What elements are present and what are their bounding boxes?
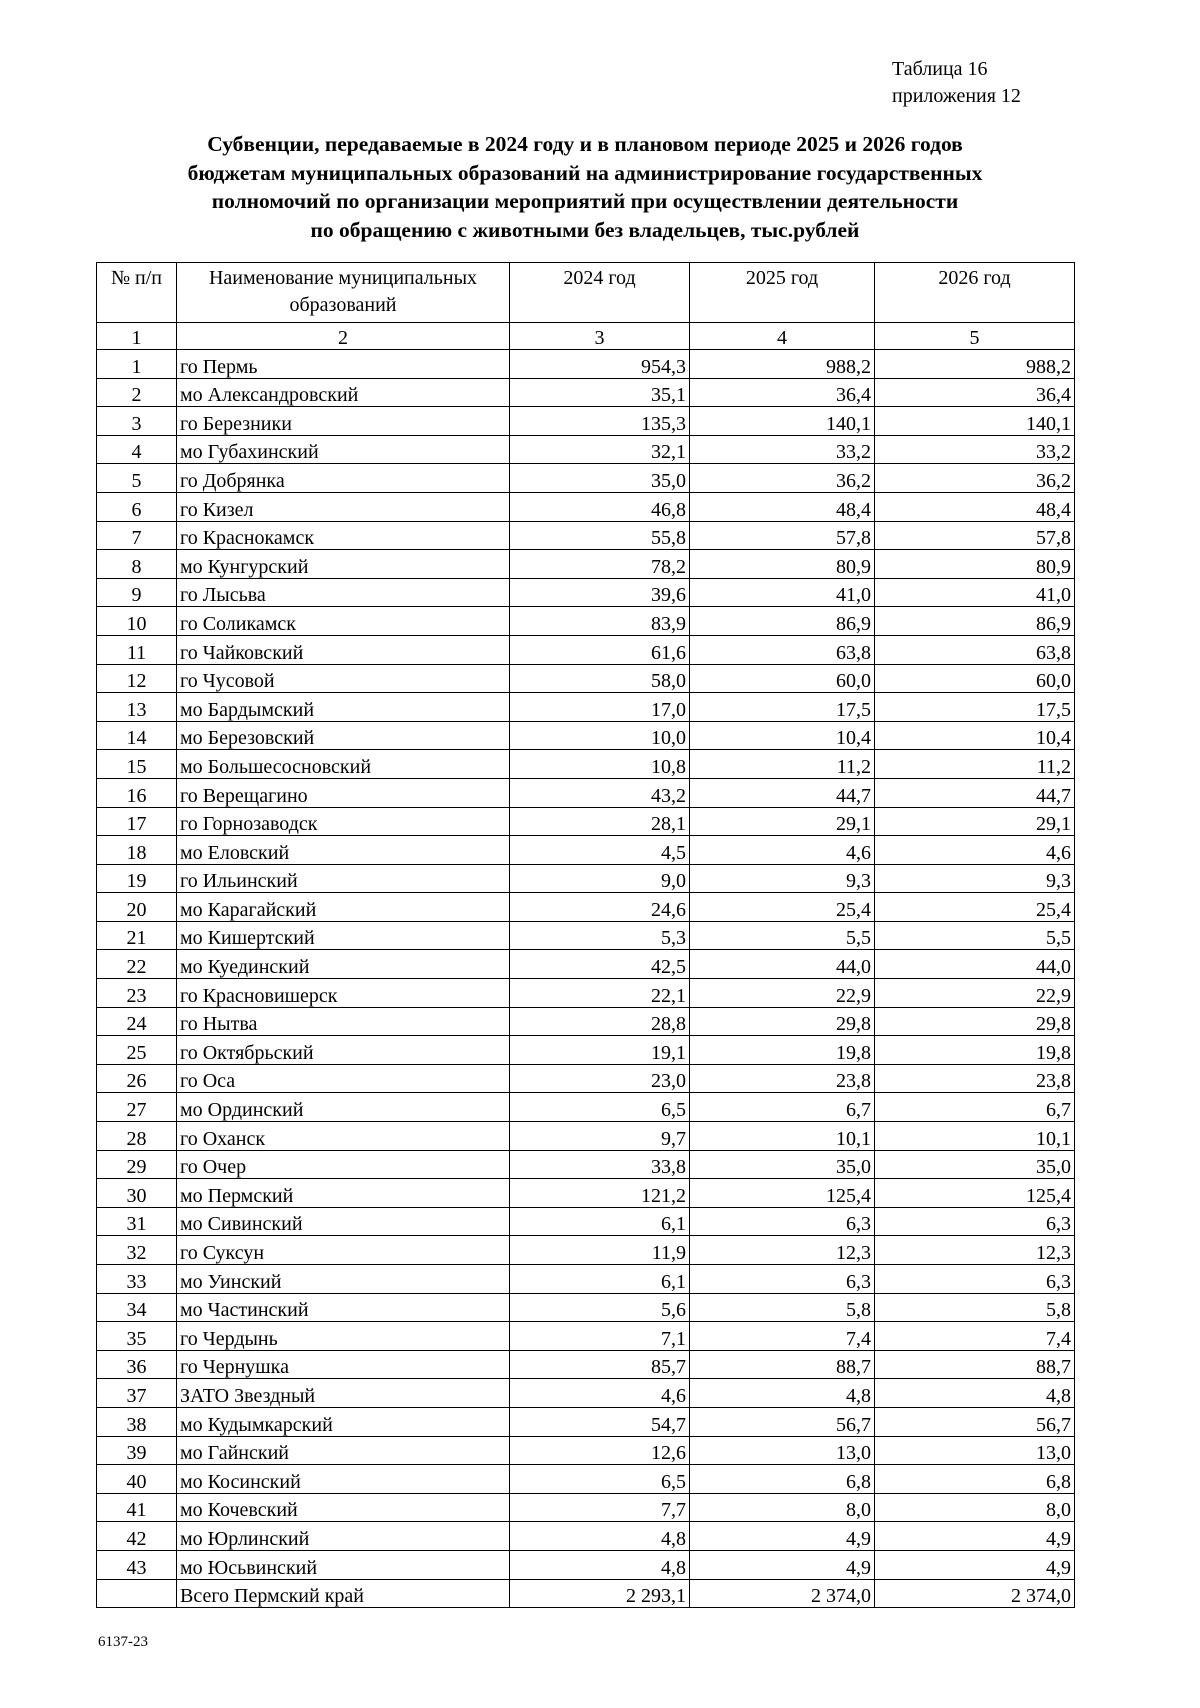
municipality-name: Всего Пермский край [177,1579,510,1608]
municipality-name: го Суксун [177,1236,510,1265]
municipality-name: мо Александровский [177,378,510,407]
municipality-name: мо Большесосновский [177,750,510,779]
value-2024: 4,5 [510,836,690,865]
table-row [97,1036,1075,1065]
table-row [97,635,1075,664]
municipality-name: го Березники [177,407,510,436]
value-2024: 954,3 [510,350,690,379]
value-2024: 33,8 [510,1150,690,1179]
table-row [97,1493,1075,1522]
value-2026: 25,4 [875,893,1075,922]
table-row [97,607,1075,636]
value-2024: 6,5 [510,1093,690,1122]
value-2024: 39,6 [510,578,690,607]
value-2024: 135,3 [510,407,690,436]
row-number: 14 [97,721,177,750]
value-2025: 23,8 [690,1064,875,1093]
value-2026: 86,9 [875,607,1075,636]
value-2025: 25,4 [690,893,875,922]
value-2024: 58,0 [510,664,690,693]
value-2025: 29,8 [690,1007,875,1036]
municipality-name: мо Губахинский [177,435,510,464]
value-2025: 4,6 [690,836,875,865]
value-2025: 988,2 [690,350,875,379]
value-2025: 5,5 [690,921,875,950]
row-number: 43 [97,1550,177,1579]
row-number: 17 [97,807,177,836]
municipality-name: го Соликамск [177,607,510,636]
municipality-name: мо Ординский [177,1093,510,1122]
value-2024: 61,6 [510,635,690,664]
column-numbers-row [97,323,1075,350]
value-2024: 10,8 [510,750,690,779]
table-row [97,693,1075,722]
table-row [97,979,1075,1008]
value-2024: 4,8 [510,1522,690,1551]
table-row [97,378,1075,407]
table-row [97,778,1075,807]
value-2026: 988,2 [875,350,1075,379]
table-row [97,1093,1075,1122]
value-2025: 60,0 [690,664,875,693]
row-number: 40 [97,1465,177,1494]
value-2026: 36,2 [875,464,1075,493]
value-2025: 22,9 [690,979,875,1008]
row-number: 18 [97,836,177,865]
table-row [97,750,1075,779]
value-2025: 5,8 [690,1293,875,1322]
value-2024: 46,8 [510,492,690,521]
value-2026: 19,8 [875,1036,1075,1065]
row-number: 10 [97,607,177,636]
value-2025: 125,4 [690,1179,875,1208]
row-number: 42 [97,1522,177,1551]
table-row [97,407,1075,436]
value-2024: 23,0 [510,1064,690,1093]
value-2025: 6,8 [690,1465,875,1494]
table-reference [892,56,1021,110]
value-2026: 8,0 [875,1493,1075,1522]
value-2025: 19,8 [690,1036,875,1065]
document-title [100,130,1070,244]
value-2026: 35,0 [875,1150,1075,1179]
value-2026: 6,7 [875,1093,1075,1122]
value-2024: 19,1 [510,1036,690,1065]
value-2025: 4,9 [690,1522,875,1551]
value-2024: 6,1 [510,1265,690,1294]
value-2025: 140,1 [690,407,875,436]
value-2026: 10,4 [875,721,1075,750]
value-2025: 86,9 [690,607,875,636]
value-2026: 44,7 [875,778,1075,807]
value-2025: 8,0 [690,1493,875,1522]
value-2025: 10,1 [690,1122,875,1151]
table-row [97,864,1075,893]
appendix-number: приложения 12 [892,85,1021,107]
value-2024: 55,8 [510,521,690,550]
municipality-name: мо Пермский [177,1179,510,1208]
municipality-name: го Верещагино [177,778,510,807]
value-2025: 2 374,0 [690,1579,875,1608]
document-code: 6137-23 [98,1634,148,1650]
value-2026: 5,8 [875,1293,1075,1322]
municipality-name: мо Кунгурский [177,550,510,579]
value-2026: 56,7 [875,1407,1075,1436]
column-header-2024: 2024 год [510,263,690,323]
table-row [97,1350,1075,1379]
row-number: 34 [97,1293,177,1322]
table-row [97,550,1075,579]
municipality-name: го Лысьва [177,578,510,607]
value-2024: 42,5 [510,950,690,979]
value-2025: 63,8 [690,635,875,664]
row-number: 27 [97,1093,177,1122]
table-row [97,836,1075,865]
municipality-name: мо Карагайский [177,893,510,922]
value-2026: 5,5 [875,921,1075,950]
table-row [97,1122,1075,1151]
table-row [97,1379,1075,1408]
municipality-name: го Чусовой [177,664,510,693]
value-2026: 63,8 [875,635,1075,664]
row-number: 12 [97,664,177,693]
row-number: 29 [97,1150,177,1179]
value-2025: 12,3 [690,1236,875,1265]
value-2024: 85,7 [510,1350,690,1379]
value-2024: 35,1 [510,378,690,407]
value-2025: 41,0 [690,578,875,607]
row-number: 2 [97,378,177,407]
municipality-name: го Чердынь [177,1322,510,1351]
value-2026: 6,8 [875,1465,1075,1494]
table-row [97,464,1075,493]
row-number: 6 [97,492,177,521]
value-2026: 4,9 [875,1522,1075,1551]
municipality-name: го Очер [177,1150,510,1179]
row-number: 36 [97,1350,177,1379]
row-number: 35 [97,1322,177,1351]
column-header-name: Наименование муниципальных образований [177,263,510,323]
value-2026: 4,9 [875,1550,1075,1579]
total-row [97,1579,1075,1608]
value-2024: 7,1 [510,1322,690,1351]
value-2024: 35,0 [510,464,690,493]
column-number: 1 [97,323,177,350]
municipality-name: ЗАТО Звездный [177,1379,510,1408]
table-row [97,664,1075,693]
municipality-name: мо Уинский [177,1265,510,1294]
value-2025: 36,4 [690,378,875,407]
value-2024: 43,2 [510,778,690,807]
table-row [97,1407,1075,1436]
value-2024: 22,1 [510,979,690,1008]
table-row [97,578,1075,607]
value-2026: 17,5 [875,693,1075,722]
row-number: 5 [97,464,177,493]
municipality-name: го Кизел [177,492,510,521]
table-row [97,1293,1075,1322]
value-2026: 57,8 [875,521,1075,550]
value-2026: 41,0 [875,578,1075,607]
value-2026: 6,3 [875,1207,1075,1236]
table-row [97,1179,1075,1208]
row-number: 30 [97,1179,177,1208]
value-2024: 6,5 [510,1465,690,1494]
row-number: 28 [97,1122,177,1151]
value-2024: 28,8 [510,1007,690,1036]
value-2024: 78,2 [510,550,690,579]
value-2025: 36,2 [690,464,875,493]
value-2024: 4,6 [510,1379,690,1408]
title-line: по обращению с животными без владельцев, тыс.рублей [310,217,860,242]
value-2025: 44,0 [690,950,875,979]
value-2025: 88,7 [690,1350,875,1379]
value-2024: 24,6 [510,893,690,922]
municipality-name: го Оханск [177,1122,510,1151]
value-2025: 6,3 [690,1207,875,1236]
column-number: 3 [510,323,690,350]
value-2024: 2 293,1 [510,1579,690,1608]
value-2024: 83,9 [510,607,690,636]
table-number: Таблица 16 [892,58,988,80]
municipality-name: мо Косинский [177,1465,510,1494]
row-number [97,1579,177,1608]
table-row [97,492,1075,521]
value-2026: 29,8 [875,1007,1075,1036]
table-row [97,721,1075,750]
value-2024: 9,7 [510,1122,690,1151]
municipality-name: го Оса [177,1064,510,1093]
row-number: 3 [97,407,177,436]
row-number: 15 [97,750,177,779]
value-2026: 10,1 [875,1122,1075,1151]
value-2024: 10,0 [510,721,690,750]
value-2024: 7,7 [510,1493,690,1522]
value-2025: 9,3 [690,864,875,893]
row-number: 16 [97,778,177,807]
municipality-name: го Краснокамск [177,521,510,550]
row-number: 37 [97,1379,177,1408]
municipality-name: го Чайковский [177,635,510,664]
municipality-name: го Чернушка [177,1350,510,1379]
value-2025: 6,7 [690,1093,875,1122]
subventions-table [96,262,1075,1608]
value-2026: 48,4 [875,492,1075,521]
row-number: 7 [97,521,177,550]
row-number: 8 [97,550,177,579]
value-2024: 121,2 [510,1179,690,1208]
table-row [97,1436,1075,1465]
value-2026: 140,1 [875,407,1075,436]
value-2025: 11,2 [690,750,875,779]
table-row [97,1007,1075,1036]
table-row [97,1465,1075,1494]
column-number: 5 [875,323,1075,350]
value-2026: 6,3 [875,1265,1075,1294]
value-2026: 36,4 [875,378,1075,407]
table-row [97,950,1075,979]
table-row [97,1265,1075,1294]
row-number: 38 [97,1407,177,1436]
value-2026: 12,3 [875,1236,1075,1265]
table-row [97,350,1075,379]
table-row [97,807,1075,836]
municipality-name: мо Гайнский [177,1436,510,1465]
row-number: 20 [97,893,177,922]
municipality-name: мо Кочевский [177,1493,510,1522]
municipality-name: мо Еловский [177,836,510,865]
row-number: 21 [97,921,177,950]
table-row [97,1207,1075,1236]
municipality-name: мо Кишертский [177,921,510,950]
table-row [97,1236,1075,1265]
value-2025: 44,7 [690,778,875,807]
row-number: 31 [97,1207,177,1236]
municipality-name: го Пермь [177,350,510,379]
title-line: бюджетам муниципальных образований на администрирование государственных [187,160,983,185]
column-number: 2 [177,323,510,350]
row-number: 32 [97,1236,177,1265]
column-number: 4 [690,323,875,350]
value-2024: 54,7 [510,1407,690,1436]
value-2026: 9,3 [875,864,1075,893]
municipality-name: го Горнозаводск [177,807,510,836]
municipality-name: мо Юсьвинский [177,1550,510,1579]
value-2026: 60,0 [875,664,1075,693]
municipality-name: го Красновишерск [177,979,510,1008]
row-number: 24 [97,1007,177,1036]
table-row [97,521,1075,550]
table-row [97,1322,1075,1351]
value-2025: 7,4 [690,1322,875,1351]
table-body [97,350,1075,1608]
value-2024: 4,8 [510,1550,690,1579]
title-line: Субвенции, передаваемые в 2024 году и в плановом периоде 2025 и 2026 годов [207,132,963,156]
value-2025: 4,9 [690,1550,875,1579]
value-2025: 17,5 [690,693,875,722]
municipality-name: мо Березовский [177,721,510,750]
row-number: 4 [97,435,177,464]
value-2024: 28,1 [510,807,690,836]
value-2024: 12,6 [510,1436,690,1465]
row-number: 13 [97,693,177,722]
row-number: 11 [97,635,177,664]
municipality-name: мо Куединский [177,950,510,979]
table-header-row [97,263,1075,323]
value-2026: 11,2 [875,750,1075,779]
row-number: 9 [97,578,177,607]
row-number: 41 [97,1493,177,1522]
value-2025: 13,0 [690,1436,875,1465]
value-2024: 5,6 [510,1293,690,1322]
value-2024: 6,1 [510,1207,690,1236]
title-line: полномочий по организации мероприятий при осуществлении деятельности [211,189,959,213]
value-2024: 32,1 [510,435,690,464]
value-2025: 56,7 [690,1407,875,1436]
value-2025: 6,3 [690,1265,875,1294]
value-2025: 57,8 [690,521,875,550]
value-2026: 29,1 [875,807,1075,836]
value-2025: 33,2 [690,435,875,464]
table-row [97,1150,1075,1179]
value-2024: 9,0 [510,864,690,893]
value-2026: 44,0 [875,950,1075,979]
table-row [97,435,1075,464]
column-header-number: № п/п [97,263,177,323]
value-2024: 17,0 [510,693,690,722]
municipality-name: мо Кудымкарский [177,1407,510,1436]
row-number: 22 [97,950,177,979]
value-2025: 80,9 [690,550,875,579]
municipality-name: го Октябрьский [177,1036,510,1065]
table-row [97,1550,1075,1579]
column-header-2025: 2025 год [690,263,875,323]
value-2025: 10,4 [690,721,875,750]
value-2026: 80,9 [875,550,1075,579]
table-row [97,1064,1075,1093]
value-2026: 33,2 [875,435,1075,464]
value-2026: 13,0 [875,1436,1075,1465]
value-2026: 2 374,0 [875,1579,1075,1608]
value-2025: 35,0 [690,1150,875,1179]
value-2026: 125,4 [875,1179,1075,1208]
value-2026: 7,4 [875,1322,1075,1351]
row-number: 1 [97,350,177,379]
value-2026: 22,9 [875,979,1075,1008]
value-2025: 29,1 [690,807,875,836]
municipality-name: мо Частинский [177,1293,510,1322]
value-2025: 4,8 [690,1379,875,1408]
row-number: 26 [97,1064,177,1093]
municipality-name: го Нытва [177,1007,510,1036]
value-2026: 4,6 [875,836,1075,865]
row-number: 25 [97,1036,177,1065]
value-2025: 48,4 [690,492,875,521]
municipality-name: го Ильинский [177,864,510,893]
table-row [97,921,1075,950]
row-number: 23 [97,979,177,1008]
value-2024: 5,3 [510,921,690,950]
municipality-name: го Добрянка [177,464,510,493]
column-header-2026: 2026 год [875,263,1075,323]
row-number: 39 [97,1436,177,1465]
municipality-name: мо Сивинский [177,1207,510,1236]
row-number: 19 [97,864,177,893]
value-2026: 23,8 [875,1064,1075,1093]
row-number: 33 [97,1265,177,1294]
table-row [97,893,1075,922]
municipality-name: мо Бардымский [177,693,510,722]
municipality-name: мо Юрлинский [177,1522,510,1551]
value-2026: 4,8 [875,1379,1075,1408]
table-row [97,1522,1075,1551]
value-2026: 88,7 [875,1350,1075,1379]
value-2024: 11,9 [510,1236,690,1265]
